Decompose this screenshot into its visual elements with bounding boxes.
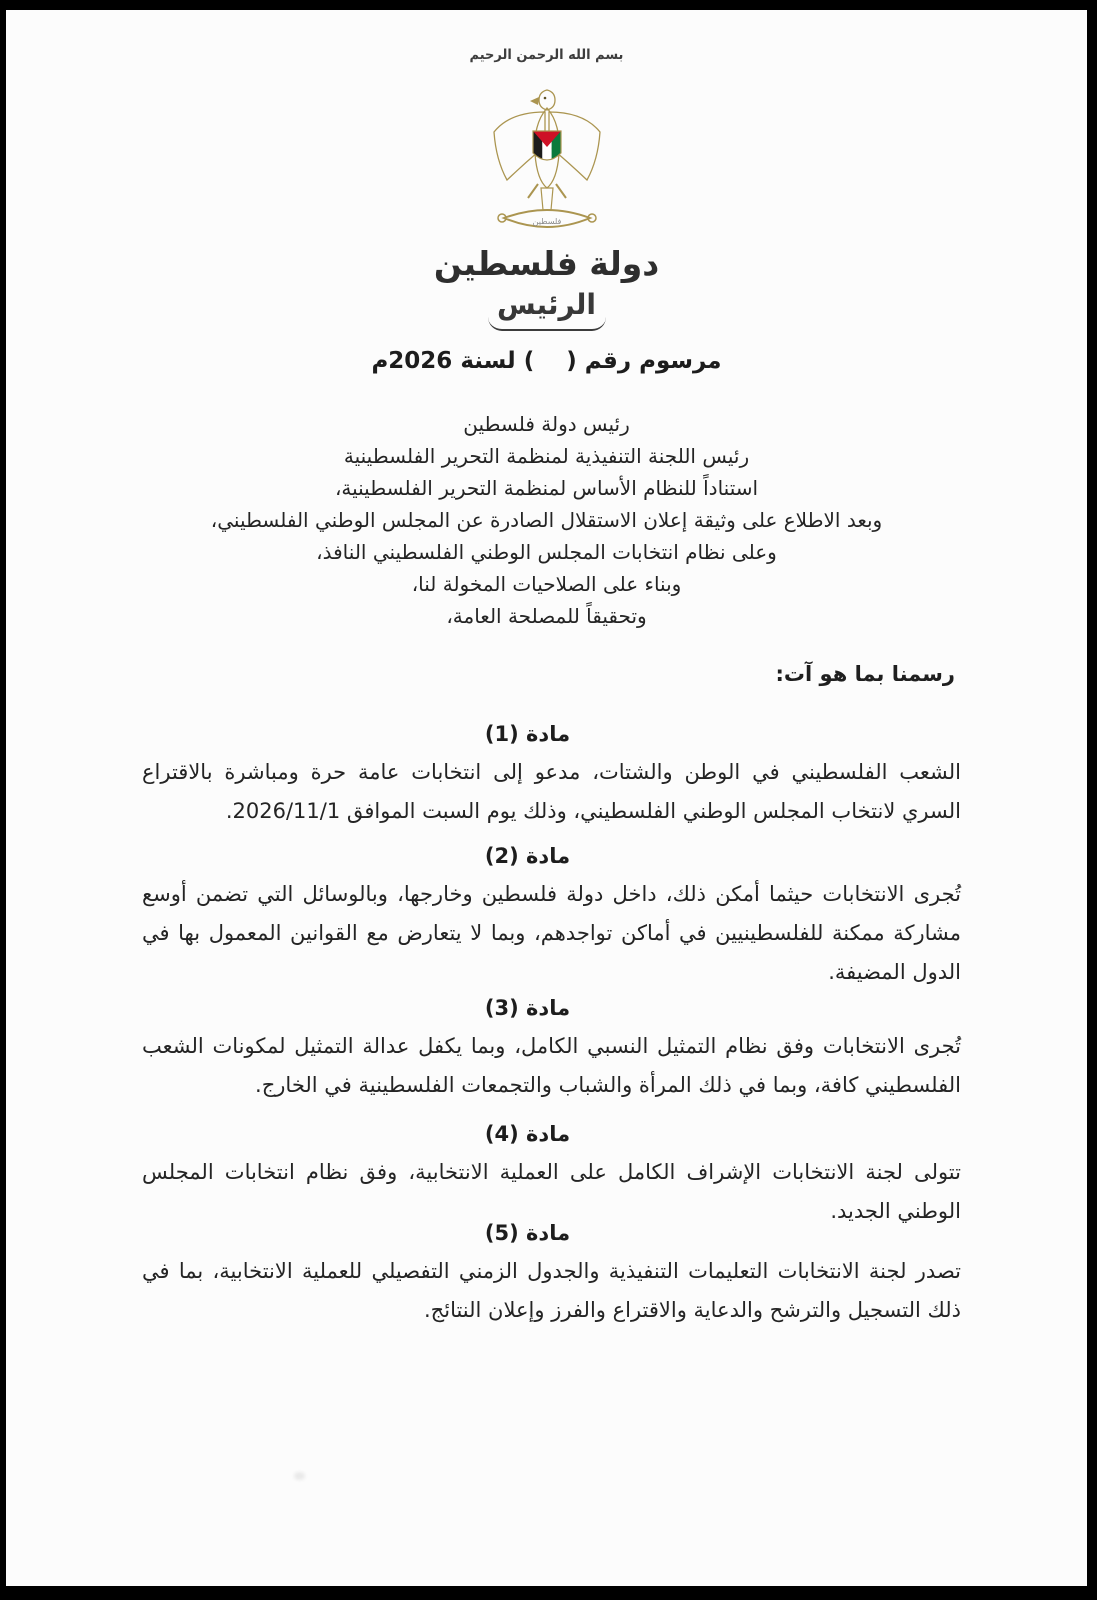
basmala-calligraphy: بسم الله الرحمن الرحيم: [469, 47, 624, 64]
preamble-line: وعلى نظام انتخابات المجلس الوطني الفلسطيني النافذ،: [316, 540, 777, 564]
flag-shield: [533, 131, 561, 171]
president-title-calligraphy: [6, 288, 1087, 331]
preamble-line: وبعد الاطلاع على وثيقة إعلان الاستقلال الصادرة عن المجلس الوطني الفلسطيني،: [210, 508, 883, 532]
article-1-heading: مادة (1): [484, 722, 571, 746]
document-page: [6, 10, 1087, 1586]
article-4-heading: مادة (4): [484, 1122, 571, 1146]
article-1-text: الشعب الفلسطيني في الوطن والشتات، مدعو إلى انتخابات عامة حرة ومباشرة بالاقتراع السري لانتخاب المجلس الوطني الفلسطيني، وذلك يوم السبت الموافق 2026/11/1.: [142, 760, 961, 823]
scroll-text: فلسطين: [532, 217, 561, 226]
article-3-heading: مادة (3): [484, 996, 571, 1020]
eagle-tail: [541, 188, 553, 210]
preamble-line: وبناء على الصلاحيات المخولة لنا،: [411, 572, 682, 596]
article-1: [142, 722, 961, 831]
article-2-text: تُجرى الانتخابات حيثما أمكن ذلك، داخل دولة فلسطين وخارجها، وبالوسائل التي تضمن أوسع مشاركة ممكنة للفلسطينيين في أماكن تواجدهم، وبما لا يتعارض مع القوانين المعمول بها في الدول المضيفة.: [142, 882, 961, 984]
article-5: [142, 1221, 961, 1330]
preamble-line: رئيس اللجنة التنفيذية لمنظمة التحرير الفلسطينية: [343, 444, 750, 468]
article-5-heading: مادة (5): [484, 1221, 571, 1245]
palestine-eagle-emblem: [486, 82, 608, 240]
eagle-head: [539, 90, 555, 110]
article-3-text: تُجرى الانتخابات وفق نظام التمثيل النسبي الكامل، وبما يكفل عدالة التمثيل لمكونات الشعب الفلسطيني كافة، وبما في ذلك المرأة والشباب والتجمعات الفلسطينية في الخارج.: [142, 1034, 961, 1097]
eagle-feet: [528, 184, 566, 198]
preamble-line: وتحقيقاً للمصلحة العامة،: [446, 604, 647, 628]
president-title-text: الرئيس: [496, 288, 597, 321]
preamble-line: استناداً للنظام الأساس لمنظمة التحرير الفلسطينية،: [334, 476, 759, 500]
article-4: [142, 1122, 961, 1231]
decree-title: مرسوم رقم ( ) لسنة 2026م: [371, 348, 722, 374]
article-2-heading: مادة (2): [484, 844, 571, 868]
enactment-clause: رسمنا بما هو آت:: [775, 662, 955, 686]
article-5-text: تصدر لجنة الانتخابات التعليمات التنفيذية والجدول الزمني التفصيلي للعملية الانتخابية، بما في ذلك التسجيل والترشح والدعاية والاقتراع والفرز وإعلان النتائج.: [142, 1259, 961, 1322]
preamble: [6, 408, 1087, 632]
article-4-text: تتولى لجنة الانتخابات الإشراف الكامل على العملية الانتخابية، وفق نظام انتخابات المجلس الوطني الجديد.: [142, 1160, 961, 1223]
eagle-beak: [530, 97, 539, 105]
article-2: [142, 844, 961, 992]
preamble-line: رئيس دولة فلسطين: [463, 412, 630, 436]
article-3: [142, 996, 961, 1105]
state-name-calligraphy: دولة فلسطين: [433, 244, 660, 283]
eagle-eye: [543, 97, 546, 100]
scan-smudge: [294, 1472, 305, 1480]
